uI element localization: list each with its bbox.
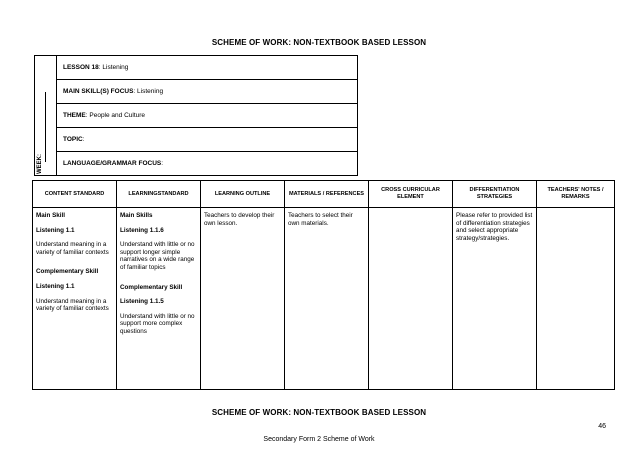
page-number: 46 <box>598 423 606 430</box>
header-differentiation: DIFFERENTIATION STRATEGIES <box>453 181 537 208</box>
info-value: Listening <box>137 88 164 95</box>
page-title: SCHEME OF WORK: NON-TEXTBOOK BASED LESSON <box>211 38 427 47</box>
week-column <box>35 56 57 175</box>
table-header-row <box>33 181 615 208</box>
info-row-lesson <box>57 56 357 80</box>
learning-main-skill: Main Skills <box>120 212 153 219</box>
content-comp-code: Listening 1.1 <box>36 282 75 290</box>
info-separator: : <box>82 136 85 143</box>
info-row-theme <box>57 104 357 128</box>
header-cross-curricular: CROSS CURRICULAR ELEMENT <box>369 181 453 208</box>
cell-learning-standard <box>117 208 201 390</box>
info-key: MAIN SKILL(S) FOCUS <box>63 88 134 95</box>
table-row <box>33 208 615 390</box>
info-value: Listening <box>102 64 129 71</box>
scheme-of-work-table <box>32 180 615 390</box>
header-content-standard: CONTENT STANDARD <box>33 181 117 208</box>
header-learning-outline: LEARNING OUTLINE <box>201 181 285 208</box>
header-materials: MATERIALS / REFERENCES <box>285 181 369 208</box>
content-comp-text: Understand meaning in a variety of familiar contexts <box>36 297 109 313</box>
learning-main-text: Understand with little or no support longer simple narratives on a wide range of familiar topics <box>120 241 195 271</box>
info-value: People and Culture <box>89 112 146 119</box>
content-comp-skill: Complementary Skill <box>36 268 99 276</box>
learning-outline-text: Teachers to develop their own lesson. <box>204 212 275 227</box>
header-remarks: TEACHERS' NOTES / REMARKS <box>537 181 615 208</box>
page-footer: Secondary Form 2 Scheme of Work <box>263 436 375 443</box>
lesson-info-box <box>34 55 358 176</box>
info-separator: : <box>85 112 90 119</box>
info-row-main-skill <box>57 80 357 104</box>
info-key: LESSON 18 <box>63 64 99 71</box>
cell-learning-outline <box>201 208 285 390</box>
materials-text: Teachers to select their own materials. <box>288 212 353 227</box>
cell-materials <box>285 208 369 390</box>
info-key: TOPIC <box>63 136 83 143</box>
content-main-code: Listening 1.1 <box>36 226 75 234</box>
info-row-grammar-focus <box>57 152 357 176</box>
learning-comp-text: Understand with little or no support more complex questions <box>120 312 195 335</box>
info-separator: : <box>98 64 103 71</box>
week-fill-line <box>45 92 46 162</box>
cell-remarks <box>537 208 615 390</box>
header-learning-standard: LEARNINGSTANDARD <box>117 181 201 208</box>
differentiation-text: Please refer to provided list of differentiation strategies and select appropriate strategy/strategies. <box>456 212 533 242</box>
info-key: LANGUAGE/GRAMMAR FOCUS <box>63 160 162 167</box>
learning-comp-skill: Complementary Skill <box>120 283 183 291</box>
info-key: THEME <box>63 112 86 119</box>
content-main-text: Understand meaning in a variety of familiar contexts <box>36 241 109 256</box>
cell-differentiation <box>453 208 537 390</box>
content-main-skill: Main Skill <box>36 212 66 219</box>
info-row-topic <box>57 128 357 152</box>
week-label: WEEK: <box>37 154 43 174</box>
cell-content-standard <box>33 208 117 390</box>
learning-comp-code: Listening 1.1.5 <box>120 298 164 306</box>
info-separator: : <box>133 88 138 95</box>
page-title-repeat: SCHEME OF WORK: NON-TEXTBOOK BASED LESSON <box>211 408 427 417</box>
info-separator: : <box>161 160 164 167</box>
cell-cross-curricular <box>369 208 453 390</box>
learning-main-code: Listening 1.1.6 <box>120 226 164 234</box>
